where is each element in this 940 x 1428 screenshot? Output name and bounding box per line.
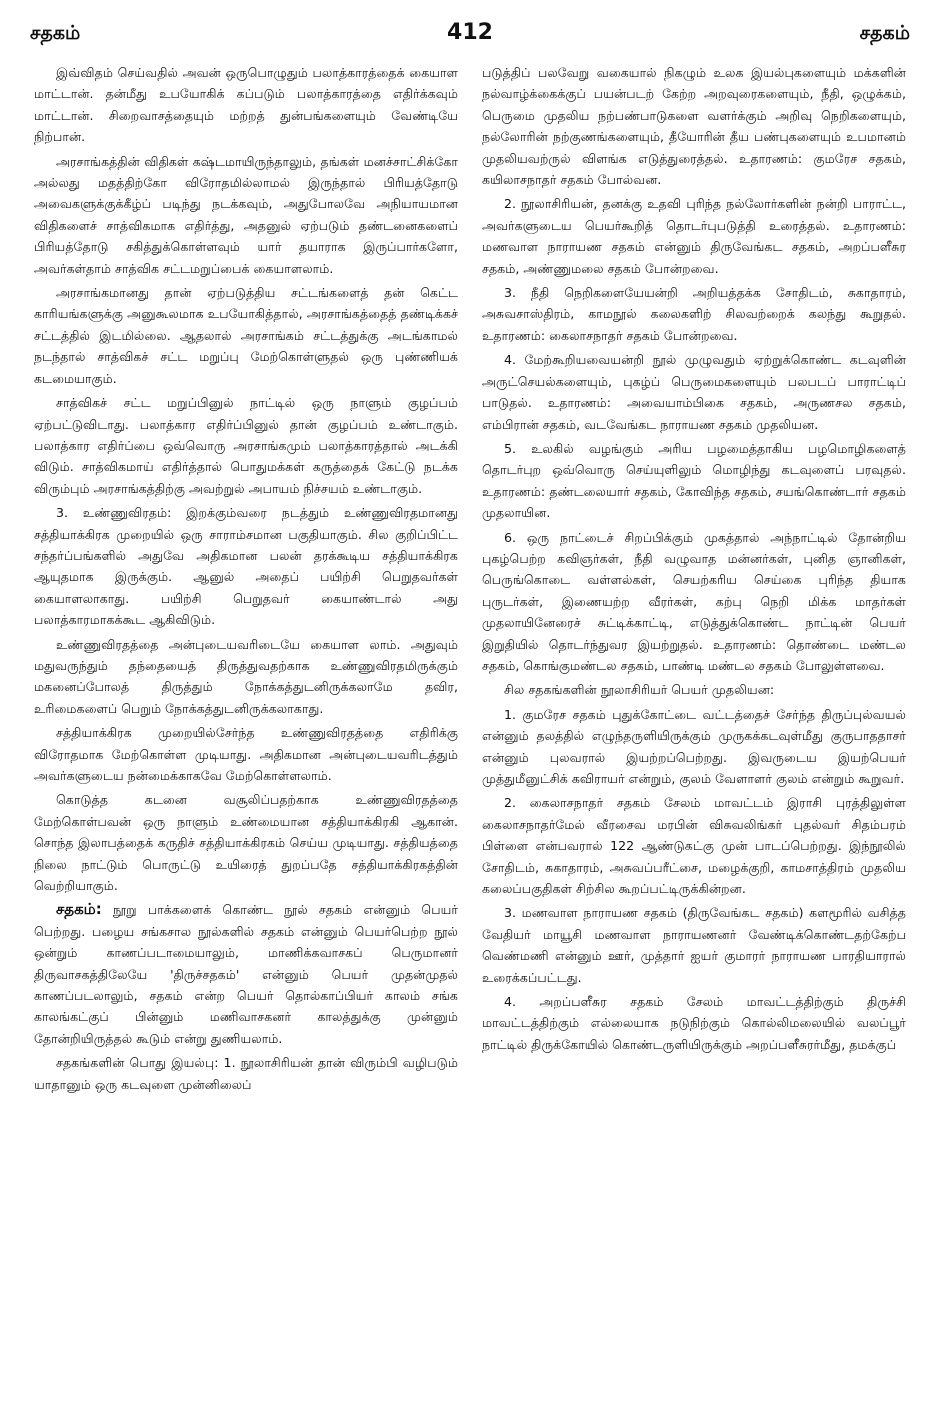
paragraph: அரசாங்கத்தின் விதிகள் கஷ்டமாயிருந்தாலும், தங்கள் மனச்சாட்சிக்கோ அல்லது மதத்திற்கோ விரோதமில்லாமல் இருந்தால் பிரியத்தோடு அவைகளுக்குக்கீழ்ப் படிந்து நடக்கவும், அதுபோலவே அநியாயமான விதிகளைச் சாத்விகமாக எதிர்த்து, அதனுல் ஏற்படும் தண்டனைகளைப் பிரியத்தோடு சகித்துக்கொள்ளவும் யார் தயாராக இருப்பார்களோ, அவர்கள்தாம் சாத்விக சட்டமறுப்பைக் கையாளலாம். bbox=[34, 153, 458, 276]
paragraph: 2. கைலாசநாதர் சதகம் சேலம் மாவட்டம் இராசி புரத்திலுள்ள கைலாசநாதர்மேல் வீரசைவ மரபின் விசுவலிங்கர் புதல்வர் சிதம்பரம் பிள்ளை என்பவரால் 122 ஆண்டுகட்கு முன் பாடப்பெற்றது. இந்நூலில் சோதிடம், சுகாதாரம், அசுவப்பரீட்சை, மழைக்குறி, காமசாத்திரம் முதலிய கலைப்பகுதிகள் சிற்சில கூறப்பட்டிருக்கின்றன. bbox=[482, 795, 906, 897]
paragraph: கொடுத்த கடனை வசூலிப்பதற்காக உண்ணுவிரதத்தை மேற்கொள்பவன் ஒரு நாளும் உண்மையான சத்தியாக்கிரகி ஆகான். சொந்த இலாபத்தைக் கருதிச் சத்தியாக்கிரகம் செய்ய முடியாது. சத்தியத்தை நிலை நாட்டும் பொருட்டு உயிரைத் துறப்பதே சத்தியாக்கிரகத்தின் வெற்றியாகும். bbox=[34, 792, 458, 894]
paragraph: 3. உண்ணுவிரதம்: இறக்கும்வரை நடத்தும் உண்ணுவிரதமானது சத்தியாக்கிரக முறையில் ஒரு சாராம்சமான பகுதியாகும். சில குறிப்பிட்ட சந்தர்ப்பங்களில் அதுவே அதிகமான பலன் தரக்கூடிய சத்தியாக்கிரக ஆயுதமாக இருக்கும். ஆனுல் அதைப் பயிற்சி பெறுதவர்கள் கையாளலாகாது. பயிற்சி பெறுதவர் கையாண்டால் அது பலாத்காரமாகக்கூட ஆகிவிடும். bbox=[34, 505, 458, 628]
left-column bbox=[34, 62, 458, 1412]
paragraph: உண்ணுவிரதத்தை அன்புடையவரிடையே கையாள லாம். அதுவும் மதுவருந்தும் தந்தையைத் திருத்துவதற்காக உண்ணுவிரதமிருக்கும் மகனைப்போலத் திருத்தும் நோக்கத்துடனிருக்கலாமே தவிர, உரிமைகளைப் பெறும் நோக்கத்துடனிருக்கலாகாது. bbox=[34, 636, 458, 716]
paragraph: படுத்திப் பலவேறு வகையால் நிகழும் உலக இயல்புகளையும் மக்களின் நல்வாழ்க்கைக்குப் பயன்படற் கேற்ற அறவுரைகளையும், நீதி, ஒழுக்கம், பெருமை முதலிய நற்பண்பாடுகளை வளர்க்கும் அறிவு நெறிகளையும், நல்லோரின் நற்குணங்களையும், தீயோரின் தீய பண்புகளையும் உபமானம் முதலியவற்ருல் விளங்க எடுத்துரைத்தல். உதாரணம்: குமரேச சதகம், கயிலாசநாதர் சதகம் போல்வன. bbox=[482, 65, 906, 188]
paragraph: 4. மேற்கூறியவையன்றி நூல் முழுவதும் ஏற்றுக்கொண்ட கடவுளின் அருட்செயல்களையும், புகழ்ப் பெருமைகளையும் பலபடப் பாராட்டிப் பாடுதல். உதாரணம்: அவையாம்பிகை சதகம், அருணசல சதகம், எம்பிரான் சதகம், வடவேங்கட நாராயண சதகம் முதலியன. bbox=[482, 352, 906, 432]
paragraph: சத்தியாக்கிரக முறையில்சேர்ந்த உண்ணுவிரதத்தை எதிரிக்கு விரோதமாக மேற்கொள்ள முடியாது. அதிகமான அன்புடையவரிடத்தும் அவர்களுடைய நன்மைக்காகவே மேற்கொள்ளலாம். bbox=[34, 725, 458, 783]
paragraph: அரசாங்கமானது தான் ஏற்படுத்திய சட்டங்களைத் தன் கெட்ட காரியங்களுக்கு அனுகூலமாக உபயோகித்தால், அரசாங்கத்தைத் தண்டிக்கச் சட்டத்தில் இடமில்லை. ஆதலால் அரசாங்கம் சட்டத்துக்கு அடங்காமல் நடந்தால் சாத்விகச் சட்ட மறுப்பு மேற்கொள்ளுதல் ஒரு புண்ணியக் கடமையாகும். bbox=[34, 285, 458, 386]
entry-text: நூறு பாக்களைக் கொண்ட நூல் சதகம் என்னும் பெயர் பெற்றது. பழைய சங்கசால நூல்களில் சதகம் என்னும் பெயர்பெற்ற நூல் ஒன்றும் காணப்படாமையாலும், மாணிக்கவாசகப் பெருமானர் திருவாசகத்திலேயே 'திருச்சதகம்' என்னும் பெயர் முதன்முதல் காணப்படலாலும், சதகம் என்ற பெயர் தொல்காப்பியர் காலம் சங்க காலங்கட்குப் பின்னும் மணிவாசகனர் காலத்துக்கு முன்னும் தோன்றியிருத்தல் கூடும் என்று துணியலாம். bbox=[34, 902, 458, 1046]
paragraph: 5. உலகில் வழங்கும் அரிய பழமைத்தாகிய பழமொழிகளைத் தொடர்புற ஒவ்வொரு செய்யுளிலும் மொழிந்து கடவுளைப் பரவுதல். உதாரணம்: தண்டலையார் சதகம், கோவிந்த சதகம், சயங்கொண்டார் சதகம் முதலாயின. bbox=[482, 440, 906, 521]
entry-paragraph bbox=[34, 899, 458, 1049]
paragraph: 4. அறப்பளீசுர சதகம் சேலம் மாவட்டத்திற்கும் திருச்சி மாவட்டத்திற்கும் எல்லையாக நடுநிற்கும் கொல்லிமலையில் வலப்பூர் நாட்டில் திருக்கோயில் கொண்டருளியிருக்கும் அறப்பளீசுரர்மீது, தமக்குப் bbox=[482, 994, 906, 1052]
entry-heading: சதகம்: bbox=[56, 900, 102, 919]
paragraph: சில சதகங்களின் நூலாசிரியர் பெயர் முதலியன: bbox=[504, 682, 775, 698]
running-header-left: சதகம் bbox=[30, 22, 81, 44]
paragraph: 1. குமரேச சதகம் புதுக்கோட்டை வட்டத்தைச் சேர்ந்த திருப்புல்வயல் என்னும் தலத்தில் எழுந்தருளியிருக்கும் முருகக்கடவுள்மீது குருபாததாசர் என்னும் புலவரால் இயற்றப்பெற்றது. இவருடைய இயற்பெயர் முத்துமீனுட்சிக் கவிராயர் என்றும், குலம் வேளாளர் குலம் என்றும் கூறுவர். bbox=[482, 706, 906, 786]
paragraph: 6. ஒரு நாட்டைச் சிறப்பிக்கும் முகத்தால் அந்நாட்டில் தோன்றிய புகழ்பெற்ற கவிஞர்கள், நீதி வழுவாத மன்னர்கள், புனித ஞானிகள், பெருங்கொடை வள்ளல்கள், செயற்கரிய செய்கை புரிந்த தியாக புருடர்கள், இணையற்ற வீரர்கள், கற்பு நெறி மிக்க மாதர்கள் முதலாயினேரைச் சுட்டிக்காட்டி, எடுத்துக்கொண்ட நாட்டின் பெயர் இறுதியில் தொடர்ந்துவர இயற்றுதல். உதாரணம்: தொண்டை மண்டல சதகம், கொங்குமண்டல சதகம், பாண்டி மண்டல சதகம் போலுள்ளவை. bbox=[482, 529, 906, 673]
paragraph: இவ்விதம் செய்வதில் அவன் ஒருபொழுதும் பலாத்காரத்தைக் கையாள மாட்டான். தன்மீது உபயோகிக் கப்படும் பலாத்காரத்தை எதிர்க்கவும் மாட்டான். சிறைவாசத்தையும் மற்றத் துன்பங்களையும் வேண்டியே நிற்பான். bbox=[34, 65, 458, 145]
paragraph: 3. நீதி நெறிகளையேயன்றி அறியத்தக்க சோதிடம், சுகாதாரம், அசுவசாஸ்திரம், காமநூல் கலைகளிற் சிலவற்றைக் கலந்து கூறுதல். உதாரணம்: கைலாசநாதர் சதகம் போன்றவை. bbox=[482, 285, 906, 343]
paragraph: சதகங்களின் பொது இயல்பு: 1. நூலாசிரியன் தான் விரும்பி வழிபடும் யாதானும் ஒரு கடவுளை முன்னிலைப் bbox=[34, 1055, 458, 1092]
right-column bbox=[482, 62, 906, 1412]
paragraph: சாத்விகச் சட்ட மறுப்பினுல் நாட்டில் ஒரு நாளும் குழப்பம் ஏற்பட்டுவிடாது. பலாத்கார எதிர்ப்பினுல் தான் குழப்பம் உண்டாகும். பலாத்கார எதிர்ப்பை ஒவ்வொரு அரசாங்கமும் பலாத்காரத்தால் அடக்கி விடும். சாத்விகமாய் எதிர்த்தால் பொதுமக்கள் கருத்தைக் கேட்டு நடக்க விரும்பும் அரசாங்கத்திற்கு அவற்றுல் அபாயம் நிச்சயம் உண்டாகும். bbox=[34, 395, 458, 496]
page-number: 412 bbox=[447, 20, 493, 45]
running-header-right: சதகம் bbox=[859, 22, 910, 44]
paragraph: 3. மணவாள நாராயண சதகம் (திருவேங்கட சதகம்) களமூரில் வசித்த வேதியர் மாயூசி மணவாள நாராயணனர் வேண்டிக்கொண்டதற்கேற்ப வெண்மணி என்னும் ஊர், முத்தார் ஐயர் குமாரர் நாராயண பாரதியாரால் உரைக்கப்பட்டது. bbox=[482, 905, 906, 985]
paragraph: 2. நூலாசிரியன், தனக்கு உதவி புரிந்த நல்லோர்களின் நன்றி பாராட்ட, அவர்களுடைய பெயர்கூறித் தொடர்புபடுத்தி உரைத்தல். உதாரணம்: மணவாள நாராயண சதகம் என்னும் திருவேங்கட சதகம், அறப்பளீசுர சதகம், அண்ணுமலை சதகம் போன்றவை. bbox=[482, 196, 906, 276]
